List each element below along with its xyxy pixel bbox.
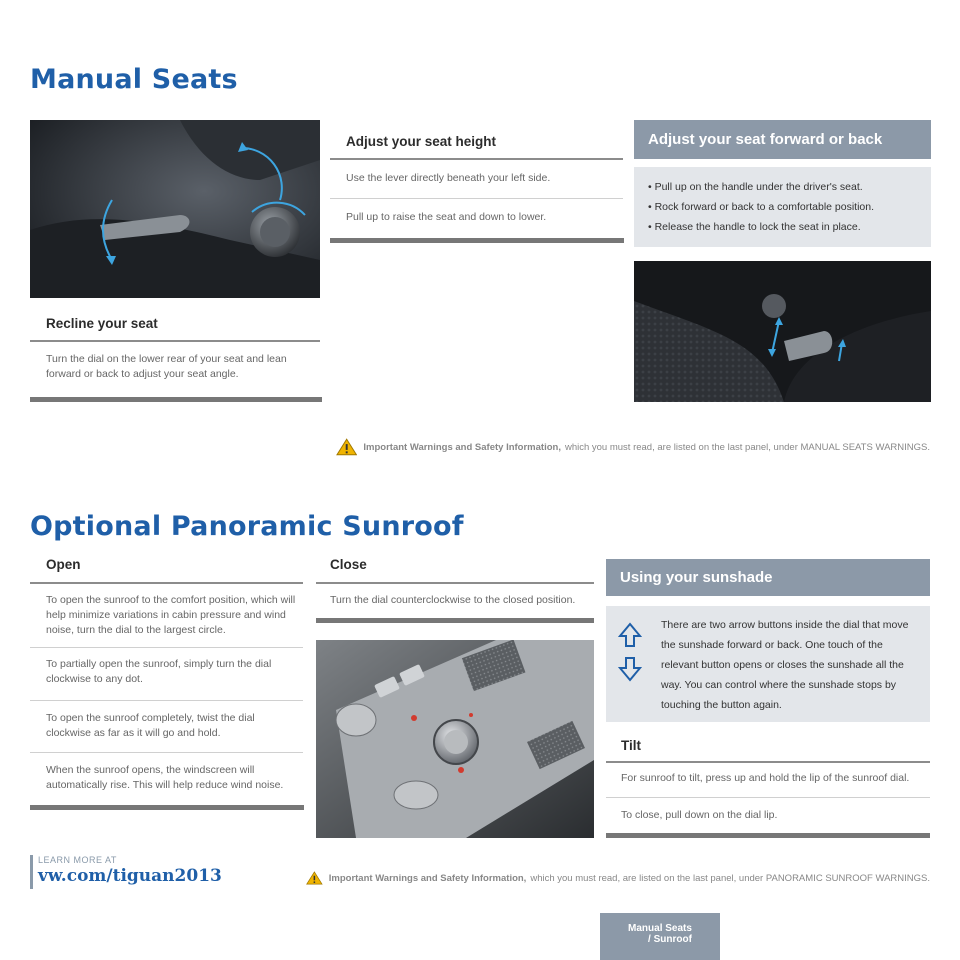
warning-manual-seats [336, 438, 930, 456]
height-line2: Pull up to raise the seat and down to lower. [346, 211, 547, 223]
close-heading: Close [330, 557, 367, 572]
height-line1: Use the lever directly beneath your left side. [346, 172, 551, 184]
warning-icon [336, 438, 357, 456]
open-p1: To open the sunroof to the comfort position, which will help minimize variations in cabin pressure and wind noise, turn the dial to the largest circle. [46, 594, 296, 636]
learn-more-label: LEARN MORE AT [38, 855, 117, 865]
open-p4: When the sunroof opens, the windscreen will automatically rise. This will help reduce wind noise. [46, 764, 284, 791]
column-end-bar [30, 805, 304, 810]
warning-bold: Important Warnings and Safety Information, [363, 441, 561, 453]
sunshade-panel [606, 606, 930, 722]
page-tab-line2: / Sunroof [648, 934, 692, 945]
section-title-manual-seats: Manual Seats [30, 64, 238, 95]
column-end-bar [606, 833, 930, 838]
divider [606, 797, 930, 798]
divider [316, 582, 594, 584]
divider [30, 582, 303, 584]
divider [606, 761, 930, 763]
bullet-item: • Rock forward or back to a comfortable position. [648, 201, 875, 213]
column-end-bar [330, 238, 624, 243]
arrow-up-down-icon [618, 622, 642, 682]
tilt-p2: To close, pull down on the dial lip. [621, 809, 778, 821]
page-tab-line1: Manual Seats [628, 923, 692, 934]
seat-handle-photo [634, 261, 931, 402]
forward-back-panel [634, 167, 931, 247]
section-title-sunroof: Optional Panoramic Sunroof [30, 511, 464, 542]
divider [30, 647, 303, 648]
open-heading: Open [46, 557, 81, 572]
warning-sunroof [306, 869, 930, 887]
tilt-p1: For sunroof to tilt, press up and hold the lip of the sunroof dial. [621, 772, 910, 784]
sunshade-heading: Using your sunshade [606, 559, 930, 596]
open-p2: To partially open the sunroof, simply turn the dial clockwise to any dot. [46, 658, 272, 685]
footer-accent-bar [30, 855, 33, 889]
close-text: Turn the dial counterclockwise to the closed position. [330, 594, 576, 606]
divider [30, 340, 320, 342]
divider [30, 700, 303, 701]
forward-back-heading: Adjust your seat forward or back [634, 120, 931, 159]
column-end-bar [30, 397, 322, 402]
warning-text: which you must read, are listed on the last panel, under PANORAMIC SUNROOF WARNINGS. [530, 872, 930, 884]
open-p3: To open the sunroof completely, twist the dial clockwise as far as it will go and hold. [46, 712, 255, 739]
bullet-item: • Release the handle to lock the seat in place. [648, 221, 861, 233]
warning-text: which you must read, are listed on the last panel, under MANUAL SEATS WARNINGS. [564, 441, 930, 453]
sunroof-dial-photo [316, 640, 594, 838]
height-heading: Adjust your seat height [346, 134, 497, 149]
page-tab[interactable] [600, 913, 720, 960]
column-end-bar [316, 618, 594, 623]
divider [30, 752, 303, 753]
divider [330, 198, 623, 199]
warning-bold: Important Warnings and Safety Information, [328, 872, 527, 884]
sunshade-text: There are two arrow buttons inside the dial that move the sunshade forward or back. One touch of the relevant button opens or closes the sunshade all the way. You can control where the sunshade stops by touching the button again. [661, 619, 909, 711]
recline-text: Turn the dial on the lower rear of your seat and lean forward or back to adjust your seat angle. [46, 353, 287, 380]
tilt-heading: Tilt [621, 738, 641, 753]
website-link[interactable]: vw.com/tiguan2013 [38, 866, 222, 886]
warning-icon [306, 869, 323, 887]
recline-heading: Recline your seat [46, 316, 158, 331]
bullet-item: • Pull up on the handle under the driver's seat. [648, 181, 863, 193]
seat-recline-photo [30, 120, 320, 298]
divider [330, 158, 623, 160]
